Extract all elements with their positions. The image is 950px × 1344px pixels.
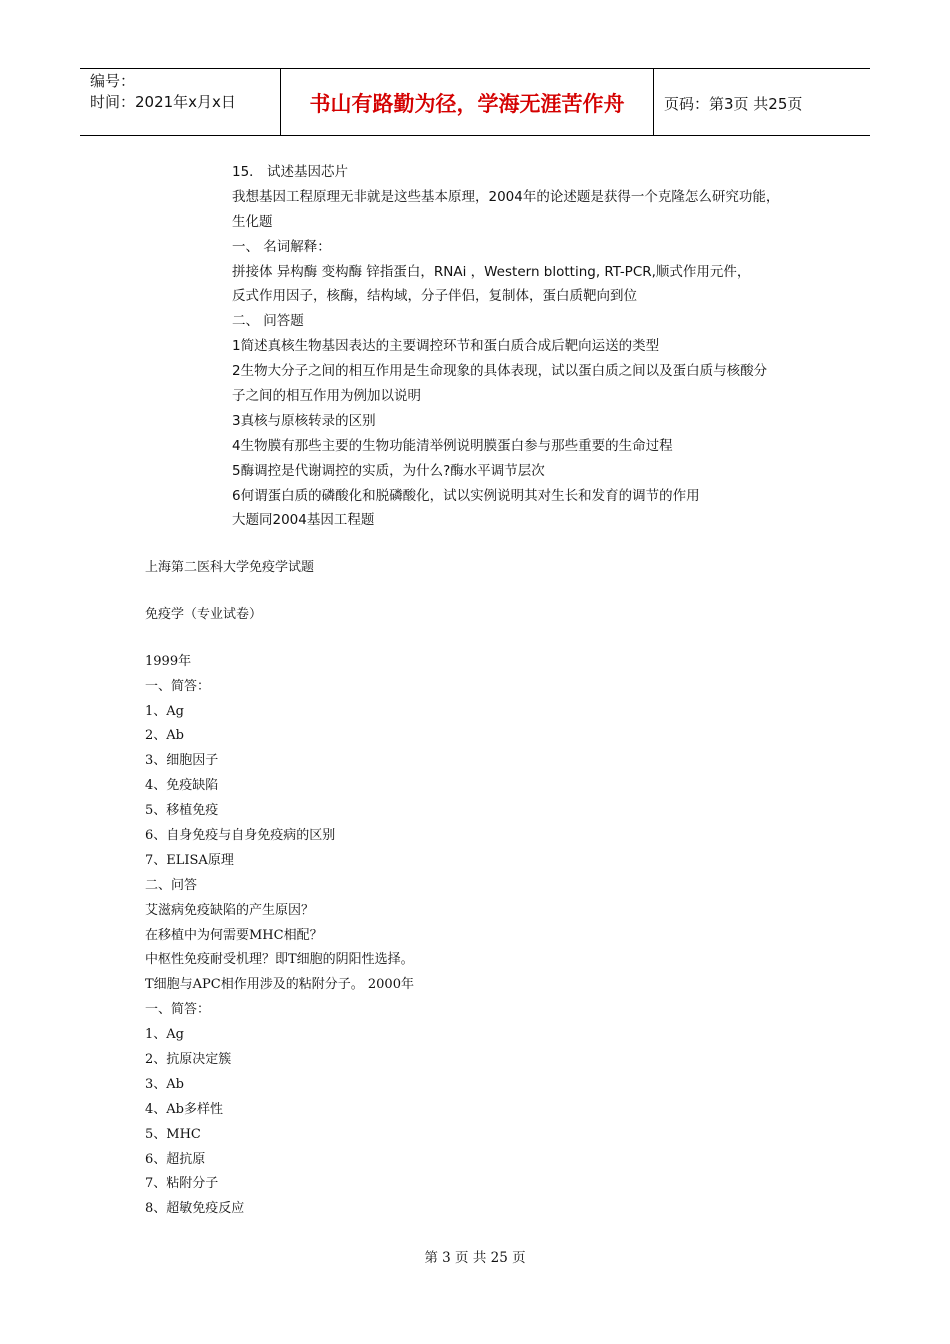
text-line: 8、超敏免疫反应	[145, 1201, 245, 1217]
text-line: 大题同2004基因工程题	[232, 512, 375, 529]
text-line: 3真核与原核转录的区别	[232, 412, 376, 429]
date-label: 时间：2021年x月x日	[90, 93, 236, 111]
text-line: 1、Ag	[145, 1027, 184, 1043]
text-line: 二、问答	[145, 877, 198, 893]
text-line: 二、 问答题	[232, 313, 304, 330]
section-immunology	[145, 556, 845, 1222]
text-line: 拼接体 异构酶 变构酶 锌指蛋白，RNAi ，Western blotting, RT-PCR,顺式作用元件，	[232, 263, 751, 280]
text-line: 6、超抗原	[145, 1151, 206, 1167]
text-line: 6、自身免疫与自身免疫病的区别	[145, 828, 336, 844]
text-line: 反式作用因子，核酶，结构域，分子伴侣，复制体，蛋白质靶向到位	[232, 288, 637, 305]
header-page-label: 页码：第3页 共25页	[664, 94, 803, 113]
text-line: 15． 试述基因芯片	[232, 164, 348, 180]
text-line: 在移植中为何需要MHC相配？	[145, 927, 323, 943]
text-line: 我想基因工程原理无非就是这些基本原理，2004年的论述题是获得一个克隆怎么研究功能，	[232, 188, 780, 205]
text-line: 1、Ag	[145, 703, 184, 719]
text-line: T细胞与APC相作用涉及的粘附分子。 2000年	[145, 977, 414, 993]
text-line: 一、简答：	[145, 1002, 211, 1018]
text-line: 一、 名词解释：	[232, 238, 331, 255]
header-motto: 书山有路勤为径，学海无涯苦作舟	[281, 69, 654, 135]
page-header	[80, 68, 870, 136]
text-line: 5、移植免疫	[145, 803, 219, 819]
text-line: 4、Ab多样性	[145, 1101, 223, 1117]
section-title: 上海第二医科大学免疫学试题	[145, 560, 315, 575]
text-line: 1简述真核生物基因表达的主要调控环节和蛋白质合成后靶向运送的类型	[232, 338, 660, 355]
header-left-cell	[80, 69, 281, 135]
section-subtitle: 免疫学（专业试卷）	[145, 606, 263, 622]
text-line: 2生物大分子之间的相互作用是生命现象的具体表现，试以蛋白质之间以及蛋白质与核酸分	[232, 363, 768, 380]
text-line: 7、粘附分子	[145, 1176, 219, 1192]
text-line: 3、Ab	[145, 1076, 184, 1092]
text-line: 6何谓蛋白质的磷酸化和脱磷酸化，试以实例说明其对生长和发育的调节的作用	[232, 487, 700, 504]
text-line: 5酶调控是代谢调控的实质，为什么?酶水平调节层次	[232, 462, 545, 479]
text-line: 中枢性免疫耐受机理？即T细胞的阴阳性选择。	[145, 952, 414, 968]
text-line: 3、细胞因子	[145, 753, 219, 769]
text-line: 一、简答：	[145, 678, 211, 694]
text-line: 4生物膜有那些主要的生物功能清举例说明膜蛋白参与那些重要的生命过程	[232, 437, 673, 454]
number-label: 编号：	[90, 72, 136, 90]
page-footer	[0, 1246, 950, 1266]
text-line: 7、ELISA原理	[145, 852, 234, 868]
footer-page-number: 第 3 页 共 25 页	[424, 1250, 526, 1266]
text-line: 艾滋病免疫缺陷的产生原因？	[145, 902, 315, 918]
text-line: 1999年	[145, 653, 192, 669]
text-line: 4、免疫缺陷	[145, 778, 219, 794]
section-biochem	[232, 160, 832, 533]
text-line: 子之间的相互作用为例加以说明	[232, 388, 421, 405]
text-line: 生化题	[232, 213, 273, 230]
text-line: 2、Ab	[145, 728, 184, 744]
text-line: 2、抗原决定簇	[145, 1052, 232, 1068]
text-line: 5、MHC	[145, 1126, 201, 1142]
